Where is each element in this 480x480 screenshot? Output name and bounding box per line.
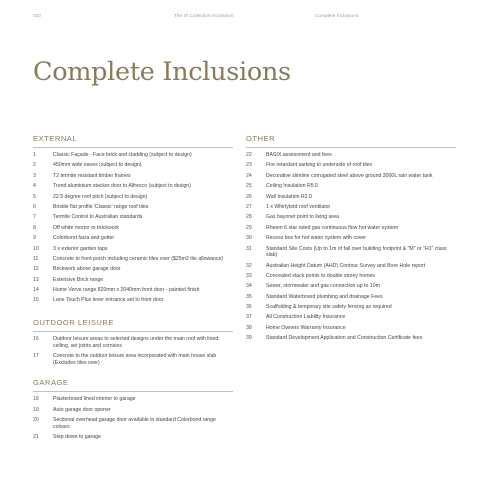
page-header xyxy=(0,13,480,23)
item-text: Colorbond facia and gutter xyxy=(53,235,115,242)
brand-label: The IX Collection Inclusions xyxy=(174,13,234,18)
item-text: Termite Control to Australian standards xyxy=(53,214,143,221)
item-number: 29 xyxy=(246,224,252,231)
page-number: 010 xyxy=(33,13,41,18)
list-item xyxy=(33,183,233,190)
item-number: 2 xyxy=(33,162,36,169)
item-number: 15 xyxy=(33,297,39,304)
list-item xyxy=(246,325,456,332)
list-item xyxy=(33,225,233,232)
item-number: 36 xyxy=(246,304,252,311)
item-text: Decorative slimline corrugated steel above ground 3000L rain water tank xyxy=(266,172,433,179)
item-text: Gas bayonet point to living area xyxy=(266,214,339,221)
item-number: 16 xyxy=(33,336,39,343)
other-list xyxy=(246,152,456,342)
item-number: 14 xyxy=(33,287,39,294)
item-number: 33 xyxy=(246,272,252,279)
outdoor-heading: OUTDOOR LEISURE xyxy=(33,318,233,332)
list-item xyxy=(246,194,456,201)
outdoor-section xyxy=(33,318,233,366)
item-text: Fire retardant sarking to underside of roof tiles xyxy=(266,162,373,169)
item-text: Sectional overhead garage door available in standard Colorbond range colours xyxy=(53,417,216,430)
item-number: 11 xyxy=(33,255,39,262)
list-item xyxy=(246,335,456,342)
item-number: 39 xyxy=(246,335,252,342)
list-item xyxy=(33,297,233,304)
item-number: 31 xyxy=(246,245,252,252)
item-number: 1 xyxy=(33,152,36,158)
list-item xyxy=(33,417,233,430)
item-number: 8 xyxy=(33,224,36,231)
item-text: Concealed stack points to double storey homes xyxy=(266,272,376,279)
item-number: 27 xyxy=(246,203,252,210)
other-section xyxy=(246,134,456,342)
section-label: Complete Inclusions xyxy=(315,13,359,18)
list-item xyxy=(33,162,233,169)
list-item xyxy=(246,304,456,311)
garage-section xyxy=(33,378,233,440)
list-item xyxy=(246,273,456,280)
list-item xyxy=(246,204,456,211)
list-item xyxy=(33,235,233,242)
item-text: Plasterboard lined interior to garage xyxy=(53,396,136,403)
list-item xyxy=(33,396,233,403)
list-item xyxy=(246,183,456,190)
left-column xyxy=(33,134,233,451)
list-item xyxy=(246,173,456,180)
item-text: 3 x exterior garden taps xyxy=(53,245,108,252)
item-text: Outdoor leisure areas to selected designs under the main roof with lined ceiling, set joints and cornices xyxy=(53,336,219,349)
item-number: 25 xyxy=(246,183,252,190)
item-text: Standard Waterboard plumbing and drainage Fees xyxy=(266,293,383,300)
list-item xyxy=(33,407,233,414)
item-text: Step down to garage xyxy=(53,434,101,440)
other-heading: OTHER xyxy=(246,134,456,148)
list-item xyxy=(33,287,233,294)
item-text: Ceiling Insulation R5.0 xyxy=(266,183,318,190)
item-text: Hume Verve range 820mm x 2040mm front door - painted finish xyxy=(53,287,200,294)
item-number: 5 xyxy=(33,193,36,200)
item-number: 7 xyxy=(33,214,36,221)
item-number: 6 xyxy=(33,203,36,210)
list-item xyxy=(33,336,233,349)
external-list xyxy=(33,152,233,304)
list-item xyxy=(33,256,233,263)
item-text: BASIX assessment and fees xyxy=(266,152,332,158)
list-item xyxy=(246,263,456,270)
item-number: 34 xyxy=(246,283,252,290)
list-item xyxy=(33,214,233,221)
item-text: 22.5 degree roof pitch (subject to design) xyxy=(53,193,148,200)
item-text: All Construction Liability Insurance xyxy=(266,314,346,321)
item-number: 35 xyxy=(246,293,252,300)
item-text: 1 x Whirlybird roof ventilator xyxy=(266,203,331,210)
item-text: Concrete to the outdoor leisure area incorporated with main house slab (Excludes tiles over) xyxy=(53,353,217,366)
item-text: Off white mortor to brickwork xyxy=(53,224,119,231)
item-number: 38 xyxy=(246,324,252,331)
list-item xyxy=(246,152,456,159)
item-text: Lane Touch Plus lever entrance set to front door xyxy=(53,297,164,304)
item-number: 20 xyxy=(33,417,39,424)
list-item xyxy=(33,353,233,366)
garage-list xyxy=(33,396,233,440)
item-number: 19 xyxy=(33,406,39,413)
item-text: Auto garage door opener xyxy=(53,406,111,413)
item-number: 17 xyxy=(33,353,39,360)
item-text: Brickwork above garage door xyxy=(53,266,121,273)
item-text: 450mm wide eaves (subject to design) xyxy=(53,162,142,169)
list-item xyxy=(33,266,233,273)
list-item xyxy=(246,246,456,259)
list-item xyxy=(246,294,456,301)
page-title: Complete Inclusions xyxy=(33,57,291,87)
item-number: 32 xyxy=(246,262,252,269)
item-text: T2 termite resistant timber frames xyxy=(53,172,131,179)
external-section xyxy=(33,134,233,304)
item-text: Extensive Brick range xyxy=(53,276,104,283)
list-item xyxy=(33,173,233,180)
item-text: Concrete to front porch including ceramic tiles over ($25m2 tile allowance) xyxy=(53,255,224,262)
item-text: Wall Insulation R2.0 xyxy=(266,193,312,200)
item-text: Standard Development Application and Construction Certificate fees xyxy=(266,335,423,342)
item-number: 12 xyxy=(33,266,39,273)
item-text: Recess box for hot water system with cover xyxy=(266,235,367,242)
item-text: Home Owners Warranty Insurance xyxy=(266,324,346,331)
list-item xyxy=(33,194,233,201)
item-text: Classic Façade - Face brick and cladding (subject to design) xyxy=(53,152,192,158)
item-number: 28 xyxy=(246,214,252,221)
item-text: Standard Site Costs (Up to 1m of fall over building footprint & "M" or "H1" class slab) xyxy=(266,245,447,259)
list-item xyxy=(246,235,456,242)
outdoor-list xyxy=(33,336,233,366)
list-item xyxy=(246,314,456,321)
item-text: Trend aluminium stacker door to Alfresco (subject to design) xyxy=(53,183,191,190)
list-item xyxy=(246,162,456,169)
list-item xyxy=(246,283,456,290)
item-text: Sewer, stormwater and gas connection up to 10m xyxy=(266,283,380,290)
external-heading: EXTERNAL xyxy=(33,134,233,148)
item-text: Australian Height Datum (AHD) Contour Survey and Bore Hole report xyxy=(266,262,426,269)
item-number: 22 xyxy=(246,152,252,158)
item-number: 37 xyxy=(246,314,252,321)
item-number: 24 xyxy=(246,172,252,179)
item-number: 30 xyxy=(246,235,252,242)
list-item xyxy=(246,214,456,221)
item-number: 13 xyxy=(33,276,39,283)
list-item xyxy=(33,277,233,284)
right-column xyxy=(246,134,456,352)
item-text: Rheem 6 star rated gas continuous flow hot water system xyxy=(266,224,399,231)
item-number: 10 xyxy=(33,245,39,252)
list-item xyxy=(246,225,456,232)
list-item xyxy=(33,152,233,159)
list-item xyxy=(33,434,233,441)
item-number: 26 xyxy=(246,193,252,200)
item-number: 9 xyxy=(33,235,36,242)
item-number: 3 xyxy=(33,172,36,179)
item-text: Scaffolding & temporary site safety fencing as required xyxy=(266,304,392,311)
item-number: 21 xyxy=(33,434,39,440)
list-item xyxy=(33,246,233,253)
item-number: 23 xyxy=(246,162,252,169)
list-item xyxy=(33,204,233,211)
garage-heading: GARAGE xyxy=(33,378,233,392)
item-number: 18 xyxy=(33,396,39,403)
item-text: Bristile flat profile 'Classic' range roof tiles xyxy=(53,203,149,210)
item-number: 4 xyxy=(33,183,36,190)
